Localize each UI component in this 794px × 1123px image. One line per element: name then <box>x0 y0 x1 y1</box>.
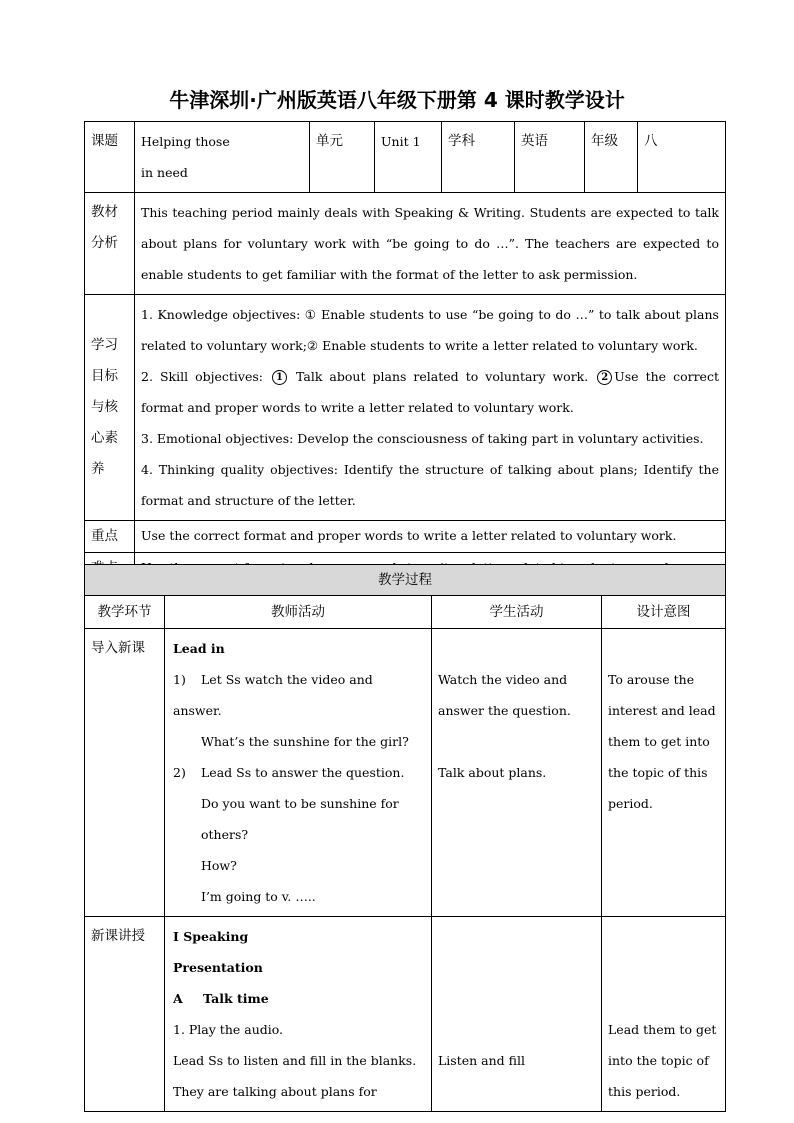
info-table <box>84 121 726 585</box>
key-point-text: Use the correct format and proper words to write a letter related to voluntary work. <box>135 521 726 553</box>
objectives-label-line: 心素 <box>91 430 118 446</box>
objectives-label-line: 目标 <box>91 368 118 384</box>
teacher-line: What’s the sunshine for the girl? <box>201 734 409 749</box>
process-row-new-lesson <box>85 917 726 1112</box>
process-header-row <box>85 596 726 629</box>
unit-value: Unit 1 <box>375 122 442 193</box>
teacher-heading: Lead in <box>173 641 225 656</box>
intent-line: the topic of this <box>608 765 708 780</box>
key-point-row <box>85 521 726 553</box>
teacher-line: 1. Play the audio. <box>173 1022 284 1037</box>
process-table <box>84 564 726 1112</box>
lesson-value <box>135 122 310 193</box>
student-line: Watch the video and <box>438 672 568 687</box>
stage-cell: 导入新课 <box>85 629 165 917</box>
item-number: 1) <box>173 672 186 687</box>
analysis-text: This teaching period mainly deals with Speaking & Writing. Students are expected to talk about plans for voluntary work with “be going to do …”. The teachers are expected to enable students to get familiar with the format of the letter to ask permission. <box>135 193 726 295</box>
teacher-line: They are talking about plans for <box>173 1084 377 1099</box>
intent-line: into the topic of <box>608 1053 709 1068</box>
intent-line: To arouse the <box>608 672 695 687</box>
objectives-label-line: 学习 <box>91 337 118 353</box>
grade-value: 八 <box>638 122 726 193</box>
lesson-line: Helping those <box>141 134 230 149</box>
page-title: 牛津深圳·广州版英语八年级下册第 4 课时教学设计 <box>169 88 625 112</box>
intent-line: Lead them to get <box>608 1022 717 1037</box>
header-stage: 教学环节 <box>85 596 165 629</box>
intent-line: period. <box>608 796 653 811</box>
analysis-label-line: 分析 <box>91 235 118 251</box>
subject-value: 英语 <box>515 122 585 193</box>
teacher-line: Let Ss watch the video and answer. <box>173 672 373 718</box>
lesson-label: 课题 <box>85 122 135 193</box>
circle-number-1: 1 <box>272 370 287 385</box>
student-line: answer the question. <box>438 703 571 718</box>
header-student: 学生活动 <box>432 596 602 629</box>
stage-cell: 新课讲授 <box>85 917 165 1112</box>
analysis-label <box>85 193 135 295</box>
intent-line: interest and lead <box>608 703 716 718</box>
lesson-line: in need <box>141 165 188 180</box>
intent-cell <box>602 917 726 1112</box>
teacher-cell <box>165 917 432 1112</box>
teacher-line: Lead Ss to listen and fill in the blanks. <box>173 1053 417 1068</box>
objectives-label-line: 与核 <box>91 399 118 415</box>
circle-number-2: 2 <box>597 370 612 385</box>
intent-line: this period. <box>608 1084 681 1099</box>
process-section-title: 教学过程 <box>85 565 726 596</box>
key-point-label: 重点 <box>85 521 135 553</box>
teacher-line: How? <box>201 858 237 873</box>
objectives-label-line: 养 <box>91 461 105 477</box>
student-line: Talk about plans. <box>438 765 547 780</box>
process-row-lead-in <box>85 629 726 917</box>
grade-label: 年级 <box>585 122 638 193</box>
thinking-objective: 4. Thinking quality objectives: Identify the structure of talking about plans; Identify the format and structure of the letter. <box>141 462 719 508</box>
teacher-line: Do you want to be sunshine for others? <box>201 796 399 842</box>
objectives-text <box>135 295 726 521</box>
teacher-line: I’m going to v. ….. <box>201 889 316 904</box>
objectives-row <box>85 295 726 521</box>
analysis-label-line: 教材 <box>91 204 118 220</box>
item-number: 2) <box>173 765 186 780</box>
header-teacher: 教师活动 <box>165 596 432 629</box>
analysis-row <box>85 193 726 295</box>
teacher-heading: Presentation <box>173 960 263 975</box>
objectives-label <box>85 295 135 521</box>
teacher-heading: Talk time <box>203 991 269 1006</box>
teacher-cell <box>165 629 432 917</box>
intent-line: them to get into <box>608 734 710 749</box>
student-line: Listen and fill <box>438 1053 525 1068</box>
header-intent: 设计意图 <box>602 596 726 629</box>
intent-cell <box>602 629 726 917</box>
info-row <box>85 122 726 193</box>
subject-label: 学科 <box>442 122 515 193</box>
student-cell <box>432 917 602 1112</box>
skill-objective: 2. Skill objectives: 1 Talk about plans related to voluntary work. 2 Use the correct format and proper words to write a letter related to voluntary work. <box>141 369 719 415</box>
unit-label: 单元 <box>310 122 375 193</box>
knowledge-objective: 1. Knowledge objectives: ① Enable students to use “be going to do …” to talk about plans related to voluntary work;② Enable students to write a letter related to voluntary work. <box>141 307 719 353</box>
emotional-objective: 3. Emotional objectives: Develop the consciousness of taking part in voluntary activities. <box>141 431 704 446</box>
process-title-row <box>85 565 726 596</box>
teacher-heading: I Speaking <box>173 929 249 944</box>
teacher-line: Lead Ss to answer the question. <box>201 765 405 780</box>
student-cell <box>432 629 602 917</box>
teacher-heading: A <box>173 991 183 1006</box>
